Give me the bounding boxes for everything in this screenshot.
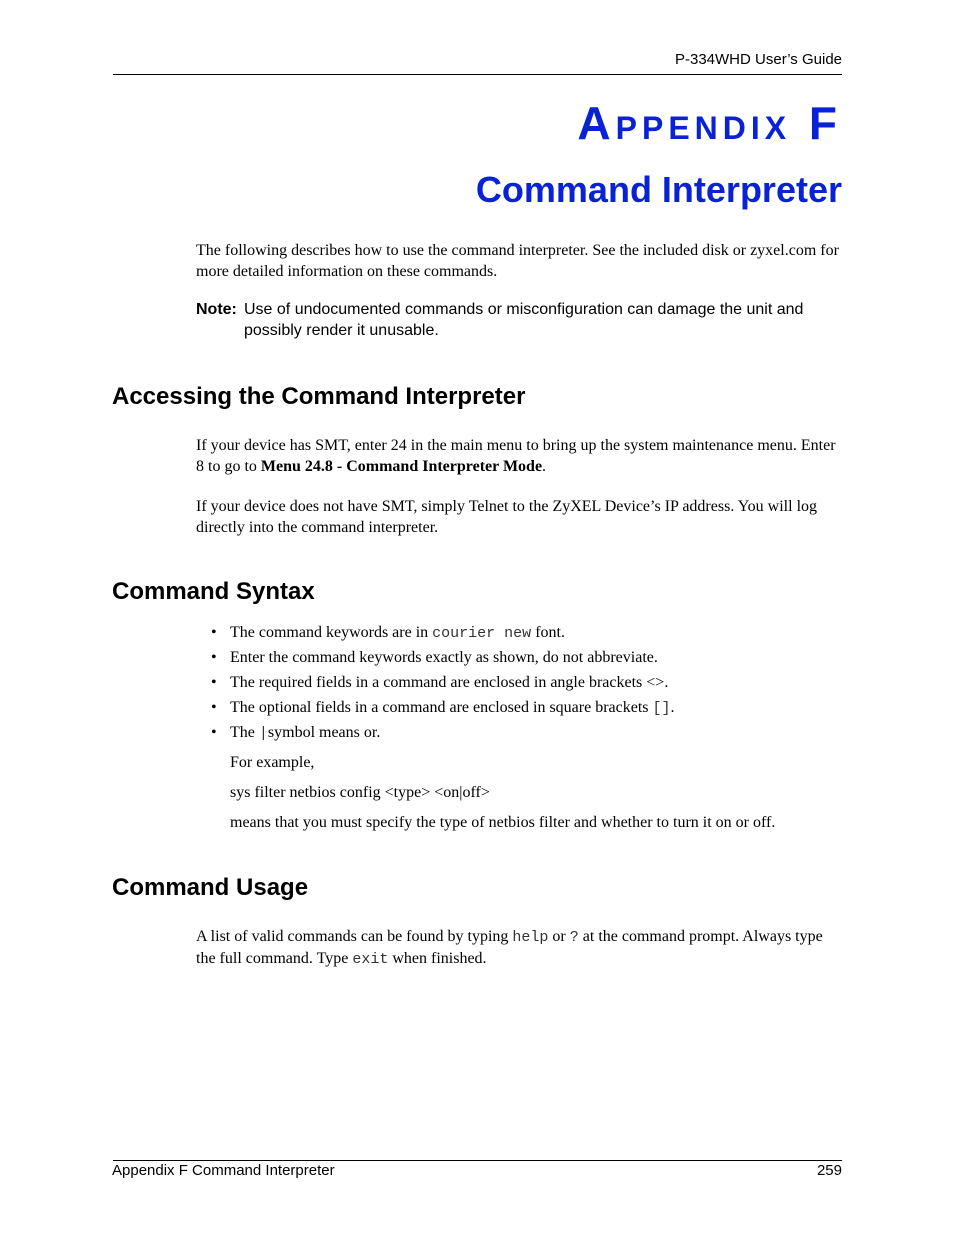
example-explanation: means that you must specify the type of netbios filter and whether to turn it on or off. xyxy=(230,814,776,831)
bullet: • xyxy=(211,674,217,691)
list-item-text: The xyxy=(230,724,259,741)
inline-code: | xyxy=(258,725,268,742)
list-item-text: Enter the command keywords exactly as shown, do not abbreviate. xyxy=(230,649,658,666)
menu-reference: Menu 24.8 - Command Interpreter Mode xyxy=(260,458,543,475)
list-item-text: font. xyxy=(531,624,565,641)
list-item-text: . xyxy=(670,699,675,716)
inline-code: [] xyxy=(652,700,671,717)
bullet: • xyxy=(211,649,217,666)
bullet: • xyxy=(211,699,217,716)
accessing-paragraph-2: If your device does not have SMT, simply Telnet to the ZyXEL Device’s IP address. You will log directly into the command interpreter. xyxy=(196,498,818,536)
inline-code: courier new xyxy=(432,625,532,642)
header-rule xyxy=(113,74,842,75)
footer-rule xyxy=(113,1160,842,1161)
bullet: • xyxy=(211,624,217,641)
example-lead: For example, xyxy=(230,754,315,771)
note-text: Use of undocumented commands or misconfiguration can damage the unit and possibly render it unusable. xyxy=(244,301,804,339)
header-guide-title: P-334WHD User’s Guide xyxy=(675,51,842,68)
list-item-text: The command keywords are in xyxy=(230,624,433,641)
list-item xyxy=(211,647,851,672)
usage-text: or xyxy=(548,928,570,945)
usage-text: A list of valid commands can be found by typing xyxy=(196,928,513,945)
appendix-title: Appendix F xyxy=(577,97,842,149)
note-label: Note: xyxy=(196,301,237,318)
inline-code-help: help xyxy=(512,929,549,946)
list-item xyxy=(211,722,851,747)
usage-text: when finished. xyxy=(388,950,487,967)
list-item xyxy=(211,672,851,697)
bullet: • xyxy=(211,724,217,741)
accessing-text: If your device has SMT, enter 24 in the main menu to bring up the system maintenance menu. Enter 8 to go to xyxy=(196,437,836,475)
intro-paragraph: The following describes how to use the command interpreter. See the included disk or zyxel.com for more detailed information on these commands. xyxy=(196,242,839,280)
footer-chapter-title: Appendix F Command Interpreter xyxy=(112,1162,335,1179)
usage-text: at the command prompt. Always type the full command. Type xyxy=(196,928,823,967)
usage-paragraph xyxy=(196,926,846,970)
section-heading-accessing: Accessing the Command Interpreter xyxy=(112,383,526,410)
section-heading-usage: Command Usage xyxy=(112,874,309,901)
list-item xyxy=(211,622,851,647)
list-item xyxy=(211,697,851,722)
accessing-paragraph-1 xyxy=(196,435,846,477)
example-command: sys filter netbios config <type> <on|off> xyxy=(230,784,490,801)
chapter-title: Command Interpreter xyxy=(475,169,842,210)
note-block xyxy=(196,299,846,341)
syntax-bullet-list xyxy=(211,622,851,747)
section-heading-syntax: Command Syntax xyxy=(112,578,315,605)
inline-code-question: ? xyxy=(569,929,579,946)
accessing-period: . xyxy=(542,458,547,475)
footer-page-number: 259 xyxy=(816,1162,842,1179)
inline-code-exit: exit xyxy=(352,951,389,968)
list-item-text: The required fields in a command are enclosed in angle brackets <>. xyxy=(230,674,669,691)
list-item-text: symbol means or. xyxy=(267,724,381,741)
list-item-text: The optional fields in a command are enclosed in square brackets xyxy=(230,699,653,716)
